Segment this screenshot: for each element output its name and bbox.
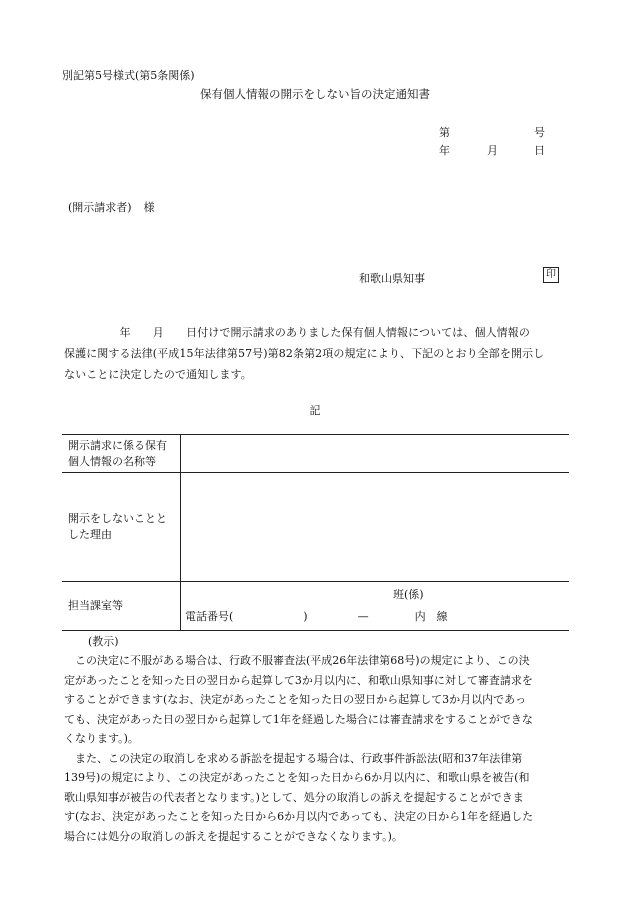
instruction-line: 場合には処分の取消しの訴えを提起することができなくなります。)。 xyxy=(64,829,403,843)
body-paragraph xyxy=(64,322,568,385)
instruction-line: 歌山県知事が被告の代表者となります。)として、処分の取消しの訴えを提起することができま xyxy=(64,790,524,804)
table-row xyxy=(62,582,569,631)
doc-number-dai: 第 xyxy=(439,126,450,139)
addressee xyxy=(68,199,155,215)
instruction-text xyxy=(64,651,568,846)
extension-label: 内 線 xyxy=(414,610,448,623)
form-number: 別記第5号様式(第5条関係) xyxy=(62,69,195,82)
instruction-line: ても、決定があった日の翌日から起算して1年を経過した場合には審査請求をすることができな xyxy=(64,712,533,726)
sender-name: 和歌山県知事 xyxy=(359,272,425,285)
addressee-honorific: 様 xyxy=(143,201,155,214)
doc-number-go: 号 xyxy=(534,126,545,139)
reason-value xyxy=(181,473,570,582)
instruction-line: この決定に不服がある場合は、行政不服審査法(平成26年法律第68号)の規定により、この決 xyxy=(64,654,530,667)
instruction-line: また、この決定の取消しを求める訴訟を提起する場合は、行政事件訴訟法(昭和37年法律第 xyxy=(64,751,523,765)
date-month: 月 xyxy=(487,144,498,157)
instruction-line: することができます(なお、決定があったことを知った日の翌日から起算して3か月以内であっ xyxy=(64,693,527,706)
instruction-line: 定があったことを知った日の翌日から起算して3か月以内に、和歌山県知事に対して審査請求を xyxy=(64,673,533,687)
table-row xyxy=(62,435,569,473)
row-label-reason xyxy=(62,473,181,582)
phone-paren-close: ) xyxy=(303,610,308,623)
contact-value xyxy=(181,582,570,631)
han-label: 班(係) xyxy=(393,588,424,601)
phone-dash: — xyxy=(357,610,369,623)
instruction-line: くなります。)。 xyxy=(64,732,139,745)
instruction-heading: (教示) xyxy=(88,635,119,648)
table-row xyxy=(62,473,569,582)
row-label-info-name xyxy=(62,435,181,473)
body-line: ないことに決定したので通知します。 xyxy=(64,368,252,381)
document-title: 保有個人情報の開示をしない旨の決定通知書 xyxy=(200,87,430,101)
label-line: した理由 xyxy=(68,528,112,541)
phone-label: 電話番号( xyxy=(185,610,234,623)
info-table xyxy=(62,434,569,631)
date-day: 日 xyxy=(534,144,545,157)
info-name-value xyxy=(181,435,570,473)
instruction-line: す(なお、決定があったことを知った日から6か月以内であっても、決定の日から1年を経過した xyxy=(64,810,534,823)
body-line: 年 月 日付けで開示請求のありました保有個人情報については、個人情報の xyxy=(64,326,530,339)
addressee-label: (開示請求者) xyxy=(68,201,132,214)
ki-heading: 記 xyxy=(309,404,321,417)
row-label-contact: 担当課室等 xyxy=(62,582,181,631)
label-line: 開示をしないことと xyxy=(68,512,167,525)
seal-mark: 印 xyxy=(543,267,559,283)
label-line: 個人情報の名称等 xyxy=(68,454,156,468)
instruction-line: 139号)の規定により、この決定があったことを知った日から6か月以内に、和歌山県を被告(和 xyxy=(64,771,530,784)
body-line: 保護に関する法律(平成15年法律第57号)第82条第2項の規定により、下記のとおり全部を開示し xyxy=(64,347,545,360)
phone-line xyxy=(185,609,448,625)
label-line: 開示請求に係る保有 xyxy=(68,438,167,452)
date-year: 年 xyxy=(439,144,450,157)
